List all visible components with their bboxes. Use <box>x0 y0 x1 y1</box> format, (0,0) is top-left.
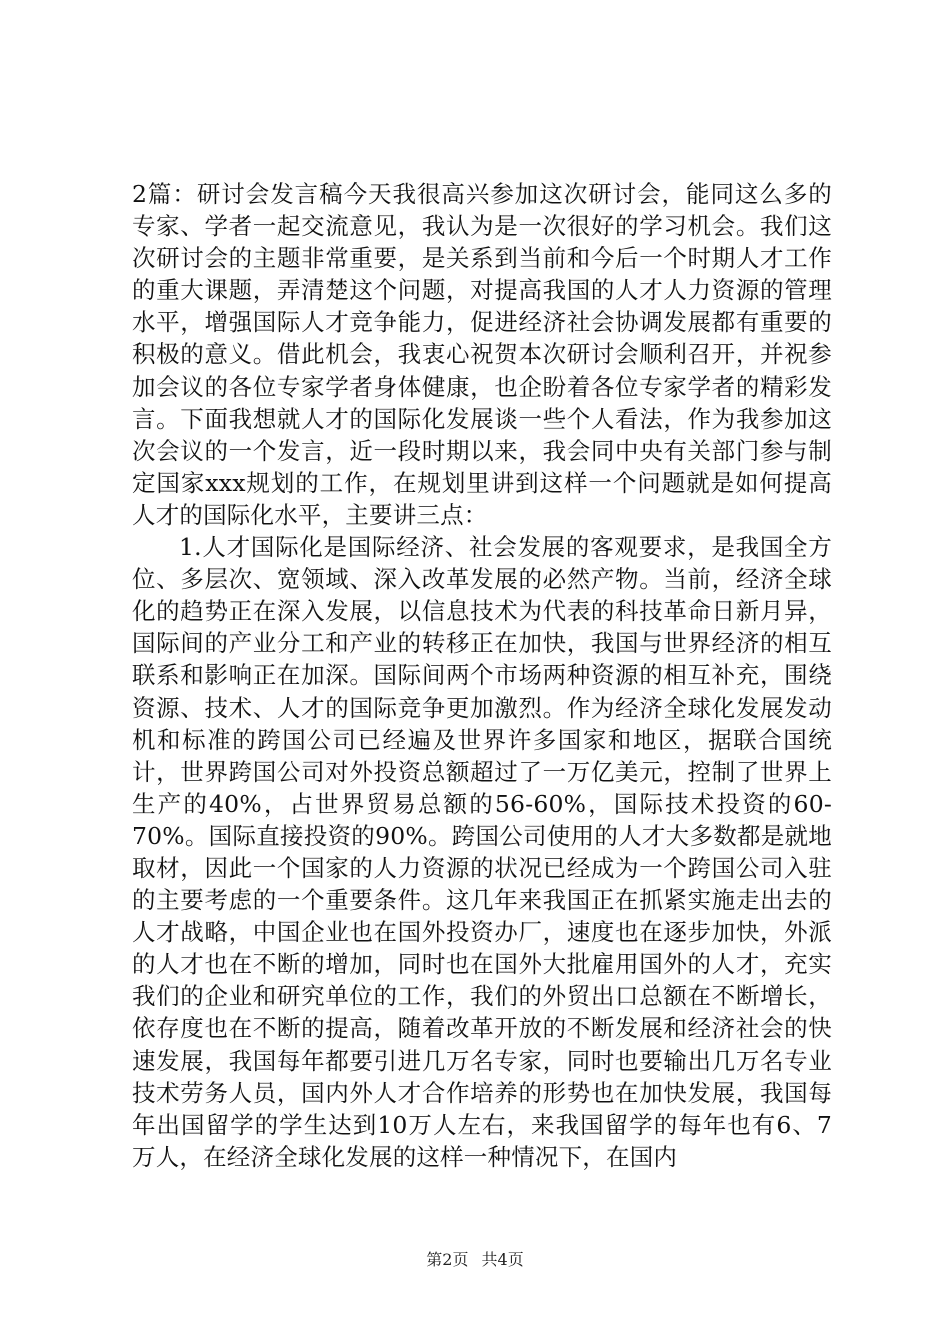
page-number: 第2页 <box>426 1250 469 1269</box>
page-footer <box>0 1247 950 1270</box>
page-total: 共4页 <box>481 1250 524 1269</box>
paragraph-intro: 2篇：研讨会发言稿今天我很高兴参加这次研讨会，能同这么多的专家、学者一起交流意见，我认为是一次很好的学习机会。我们这次研讨会的主题非常重要，是关系到当前和今后一个时期人才工作的重大课题，弄清楚这个问题，对提高我国的人才人力资源的管理水平，增强国际人才竞争能力，促进经济社会协调发展都有重要的积极的意义。借此机会，我衷心祝贺本次研讨会顺利召开，并祝参加会议的各位专家学者身体健康，也企盼着各位专家学者的精彩发言。下面我想就人才的国际化发展谈一些个人看法，作为我参加这次会议的一个发言，近一段时期以来，我会同中央有关部门参与制定国家xxx规划的工作，在规划里讲到这样一个问题就是如何提高人才的国际化水平，主要讲三点： <box>132 180 832 529</box>
paragraph-point-one: 1.人才国际化是国际经济、社会发展的客观要求，是我国全方位、多层次、宽领域、深入改革发展的必然产物。当前，经济全球化的趋势正在深入发展，以信息技术为代表的科技革命日新月异，国际间的产业分工和产业的转移正在加快，我国与世界经济的相互联系和影响正在加深。国际间两个市场两种资源的相互补充，围绕资源、技术、人才的国际竞争更加激烈。作为经济全球化发展发动机和标准的跨国公司已经遍及世界许多国家和地区，据联合国统计，世界跨国公司对外投资总额超过了一万亿美元，控制了世界上生产的40%，占世界贸易总额的56-60%，国际技术投资的60-70%。国际直接投资的90%。跨国公司使用的人才大多数都是就地取材，因此一个国家的人力资源的状况已经成为一个跨国公司入驻的主要考虑的一个重要条件。这几年来我国正在抓紧实施走出去的人才战略，中国企业也在国外投资办厂，速度也在逐步加快，外派的人才也在不断的增加，同时也在国外大批雇用国外的人才，充实我们的企业和研究单位的工作，我们的外贸出口总额在不断增长，依存度也在不断的提高，随着改革开放的不断发展和经济社会的快速发展，我国每年都要引进几万名专家，同时也要输出几万名专业技术劳务人员，国内外人才合作培养的形势也在加快发展，我国每年出国留学的学生达到10万人左右，来我国留学的每年也有6、7万人，在经济全球化发展的这样一种情况下，在国内 <box>132 533 832 1171</box>
document-body <box>132 178 832 1173</box>
